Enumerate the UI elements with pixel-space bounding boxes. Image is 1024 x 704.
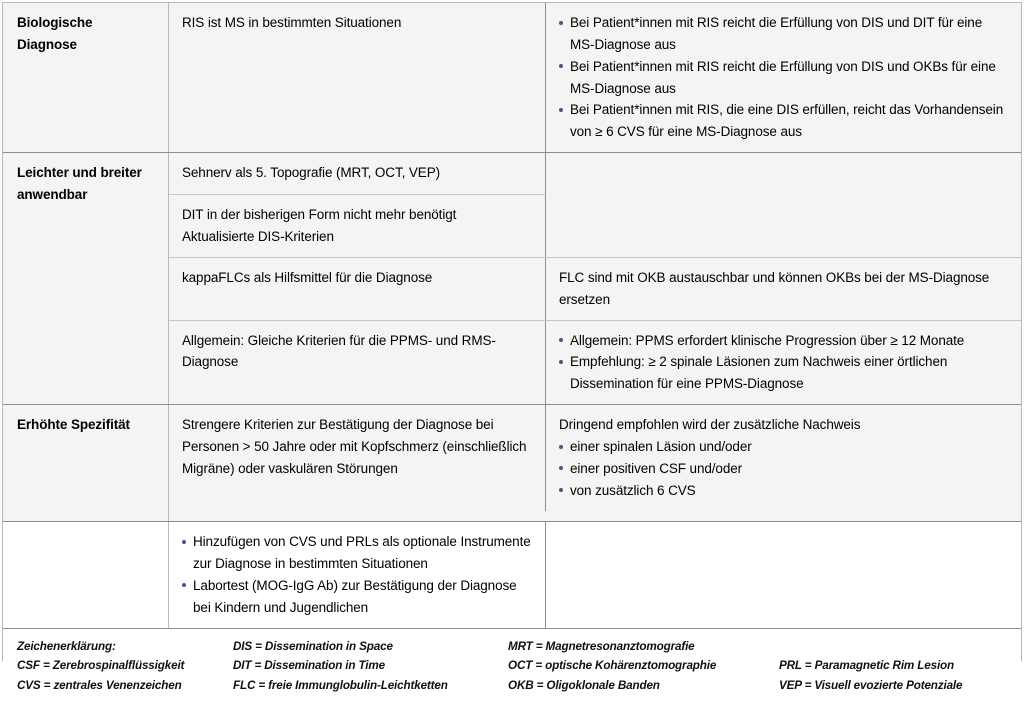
detail-cell	[546, 522, 1021, 627]
section-rows	[169, 153, 1021, 404]
criterion-text: Allgemein: Gleiche Kriterien für die PPMS- und RMS-Diagnose	[182, 332, 496, 370]
table-section	[3, 522, 1021, 627]
table-section	[3, 405, 1021, 522]
criterion-cell	[169, 258, 546, 320]
legend-entry: DIT = Dissemination in Time	[233, 659, 385, 673]
detail-intro-text: Dringend empfohlen wird der zusätzliche Nachweis	[559, 417, 861, 433]
detail-cell	[546, 195, 1021, 257]
section-rows	[169, 405, 1021, 521]
category-cell	[3, 522, 169, 627]
detail-cell	[546, 153, 1021, 195]
category-cell	[3, 3, 169, 152]
table-row	[169, 522, 1021, 627]
detail-text: FLC sind mit OKB austauschbar und können OKBs bei der MS-Diagnose ersetzen	[559, 269, 990, 307]
bullet-item: einer spinalen Läsion und/oder	[559, 436, 1009, 458]
category-label: Biologische Diagnose	[17, 15, 93, 52]
bullet-item: einer positiven CSF und/oder	[559, 458, 1009, 480]
bullet-item: Allgemein: PPMS erfordert klinische Progression über ≥ 12 Monate	[559, 330, 1009, 352]
criterion-cell	[169, 195, 546, 257]
legend-entry: PRL = Paramagnetic Rim Lesion	[779, 659, 955, 673]
criterion-bullets	[182, 531, 531, 618]
criterion-text: Sehnerv als 5. Topografie (MRT, OCT, VEP)	[182, 165, 441, 181]
detail-cell	[546, 405, 1021, 510]
criterion-text: kappaFLCs als Hilfsmittel für die Diagnose	[182, 269, 433, 285]
comparison-table	[2, 2, 1022, 692]
table-row	[169, 3, 1021, 152]
bullet-item: Hinzufügen von CVS und PRLs als optionale Instrumente zur Diagnose in bestimmten Situationen	[182, 531, 531, 575]
table-row	[169, 405, 1021, 510]
detail-cell	[546, 258, 1021, 320]
table-row	[169, 258, 1021, 321]
criterion-text: Strengere Kriterien zur Bestätigung der Diagnose bei Personen > 50 Jahre oder mit Kopfschmerz (einschließlich Migräne) oder vaskulären Störungen	[182, 417, 527, 476]
table-section	[3, 153, 1021, 405]
bullet-item: Bei Patient*innen mit RIS reicht die Erfüllung von DIS und OKBs für eine MS-Diagnose aus	[559, 56, 1009, 100]
criterion-cell	[169, 153, 546, 195]
table-row	[169, 195, 1021, 258]
criterion-text: DIT in der bisherigen Form nicht mehr benötigt Aktualisierte DIS-Kriterien	[182, 207, 457, 245]
detail-cell	[546, 321, 1021, 405]
detail-cell	[546, 3, 1021, 152]
bullet-item: Bei Patient*innen mit RIS reicht die Erfüllung von DIS und DIT für eine MS-Diagnose aus	[559, 12, 1009, 56]
legend-column	[17, 637, 233, 696]
bullet-item: Empfehlung: ≥ 2 spinale Läsionen zum Nachweis einer örtlichen Dissemination für eine PPMS-Diagnose	[559, 351, 1009, 395]
bullet-item: von zusätzlich 6 CVS	[559, 480, 1009, 502]
legend-entry: DIS = Dissemination in Space	[233, 639, 393, 653]
criterion-text: RIS ist MS in bestimmten Situationen	[182, 15, 402, 30]
legend-entry: Zeichenerklärung:	[17, 639, 116, 653]
detail-bullets	[559, 12, 1009, 143]
category-cell	[3, 153, 169, 404]
criterion-cell	[169, 321, 546, 405]
legend-entry: OCT = optische Kohärenztomographie	[508, 659, 717, 673]
legend-entry: OKB = Oligoklonale Banden	[508, 678, 660, 692]
detail-bullets	[559, 436, 1009, 502]
legend-column	[779, 637, 1011, 696]
category-label: Leichter und breiter anwendbar	[17, 165, 142, 203]
legend-entry: CSF = Zerebrospinalflüssigkeit	[17, 659, 185, 673]
legend-entry: MRT = Magnetresonanztomografie	[508, 639, 695, 653]
legend-entry: CVS = zentrales Venenzeichen	[17, 678, 182, 692]
table-section	[3, 3, 1021, 153]
detail-bullets	[559, 330, 1009, 396]
legend-entry: FLC = freie Immunglobulin-Leichtketten	[233, 678, 448, 692]
legend-footer	[3, 628, 1021, 704]
legend-column	[233, 637, 508, 696]
category-cell	[3, 405, 169, 521]
bullet-item: Labortest (MOG-IgG Ab) zur Bestätigung der Diagnose bei Kindern und Jugendlichen	[182, 575, 531, 619]
bullet-item: Bei Patient*innen mit RIS, die eine DIS erfüllen, reicht das Vorhandensein von ≥ 6 CVS für eine MS-Diagnose aus	[559, 99, 1009, 143]
criterion-cell	[169, 405, 546, 510]
category-label: Erhöhte Spezifität	[17, 417, 130, 433]
table-sections	[3, 3, 1021, 628]
legend-entry: VEP = Visuell evozierte Potenziale	[779, 678, 963, 692]
table-row	[169, 153, 1021, 195]
section-rows	[169, 522, 1021, 627]
legend-column	[508, 637, 779, 696]
table-row	[169, 321, 1021, 405]
criterion-cell	[169, 3, 546, 152]
section-rows	[169, 3, 1021, 152]
criterion-cell	[169, 522, 546, 627]
